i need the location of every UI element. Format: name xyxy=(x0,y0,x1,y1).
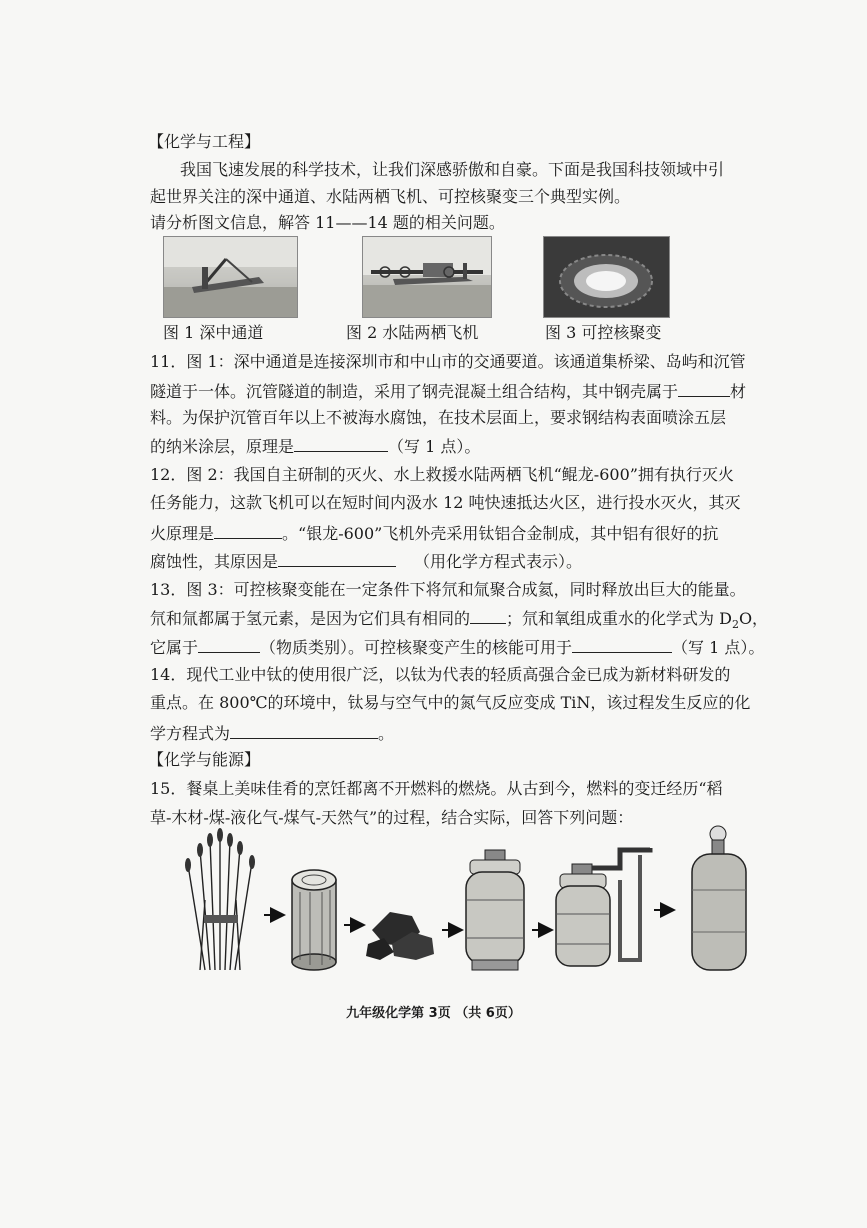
q12-text-2: 腐蚀性，其原因是 xyxy=(150,552,279,571)
instruction-text: 请分析图文信息，解答 11——14 题的相关问题。 xyxy=(150,213,505,232)
q14-text-end: 。 xyxy=(378,724,395,743)
q13-line3 xyxy=(150,634,790,660)
q11-line3: 料。为保护沉管百年以上不被海水腐蚀，在技术层面上，要求钢结构表面喷涂五层 xyxy=(150,408,727,427)
q14-text: 学方程式为 xyxy=(150,724,231,743)
q11-line4 xyxy=(150,433,790,459)
q13-answer-blank-3[interactable] xyxy=(572,634,672,653)
coal-icon xyxy=(366,912,434,960)
amphibious-plane-photo-icon xyxy=(363,237,491,317)
intro-text-cont: 起世界关注的深中通道、水陆两栖飞机、可控核聚变三个典型实例。 xyxy=(150,187,631,206)
q13-text-3: （物质类别）。可控核聚变产生的核能可用于 xyxy=(260,638,573,657)
q12-line4 xyxy=(150,548,790,574)
q13-text: 氘和氚都属于氢元素，是因为它们具有相同的 xyxy=(150,609,471,628)
q11-answer-blank-1[interactable] xyxy=(678,378,730,397)
q11-text: 隧道于一体。沉管隧道的制造，采用了钢壳混凝土组合结构，其中钢壳属于 xyxy=(150,382,679,401)
q11-line2 xyxy=(150,378,790,404)
q14-line1: 14．现代工业中钛的使用很广泛，以钛为代表的轻质高强合金已成为新材料研发的 xyxy=(150,665,731,684)
q13-answer-blank-2[interactable] xyxy=(198,634,260,653)
q12-answer-blank-1[interactable] xyxy=(214,520,282,539)
q12-text-cont: 。“银龙-600”飞机外壳采用钛铝合金制成，其中铝有很好的抗 xyxy=(282,524,719,543)
page-footer: 九年级化学第 3页 （共 6页） xyxy=(346,1006,521,1021)
q15-line1: 15．餐桌上美味佳肴的烹饪都离不开燃料的燃烧。从古到今，燃料的变迁经历“稻 xyxy=(150,779,723,798)
q11-answer-blank-2[interactable] xyxy=(294,433,388,452)
q13-text-4: （写 1 点）。 xyxy=(672,638,765,657)
q12-answer-blank-2[interactable] xyxy=(278,548,396,567)
q13-text-cont: ；氘和氧组成重水的化学式为 D xyxy=(506,609,732,628)
q11-text-2: 的纳米涂层，原理是 xyxy=(150,437,295,456)
section-heading-engineering: 【化学与工程】 xyxy=(148,132,261,151)
q11-line1: 11．图 1：深中通道是连接深圳市和中山市的交通要道。该通道集桥梁、岛屿和沉管 xyxy=(150,352,746,371)
fusion-reactor-photo-icon xyxy=(544,237,669,317)
straw-bundle-icon xyxy=(185,828,255,970)
gas-cylinder-pipe-icon xyxy=(556,848,650,966)
amphibious-plane-photo xyxy=(362,236,492,318)
fuel-evolution-diagram xyxy=(180,820,760,980)
q14-line2: 重点。在 800℃的环境中，钛易与空气中的氮气反应变成 TiN，该过程发生反应的化 xyxy=(150,693,751,712)
q12-line1: 12．图 2：我国自主研制的灭火、水上救援水陆两栖飞机“鲲龙-600”拥有执行灭火 xyxy=(150,465,734,484)
figure-caption-2: 图 2 水陆两栖飞机 xyxy=(346,323,479,342)
section-heading-energy: 【化学与能源】 xyxy=(148,750,261,769)
natural-gas-tank-icon xyxy=(692,826,746,970)
q12-line3 xyxy=(150,520,790,546)
q11-text-3: （写 1 点）。 xyxy=(388,437,481,456)
q13-answer-blank-1[interactable] xyxy=(470,605,506,624)
q14-line3 xyxy=(150,720,790,746)
q13-text-2: 它属于 xyxy=(150,638,199,657)
q12-line2: 任务能力，这款飞机可以在短时间内汲水 12 吨快速抵达火区，进行投水灭火，其灭 xyxy=(150,493,741,512)
wood-log-icon xyxy=(292,870,336,970)
q14-answer-blank[interactable] xyxy=(230,720,378,739)
q15-line2: 草-木材-煤-液化气-煤气-天然气”的过程，结合实际，回答下列问题： xyxy=(150,808,634,827)
q11-text-cont: 材 xyxy=(730,382,747,401)
q12-text: 火原理是 xyxy=(150,524,215,543)
lpg-cylinder-icon xyxy=(466,850,524,970)
figure-caption-3: 图 3 可控核聚变 xyxy=(545,323,662,342)
figure-caption-1: 图 1 深中通道 xyxy=(163,323,264,342)
intro-text: 我国飞速发展的科学技术，让我们深感骄傲和自豪。下面是我国科技领域中引 xyxy=(180,160,725,179)
q13-text-end: O， xyxy=(738,609,769,628)
q13-subscript: 2 xyxy=(731,618,739,632)
q13-line1: 13．图 3：可控核聚变能在一定条件下将氘和氚聚合成氦，同时释放出巨大的能量。 xyxy=(150,580,746,599)
bridge-photo xyxy=(163,236,298,318)
fusion-reactor-photo xyxy=(543,236,670,318)
q12-text-3: （用化学方程式表示）。 xyxy=(414,552,583,571)
bridge-photo-icon xyxy=(164,237,297,317)
q13-line2 xyxy=(150,605,790,637)
